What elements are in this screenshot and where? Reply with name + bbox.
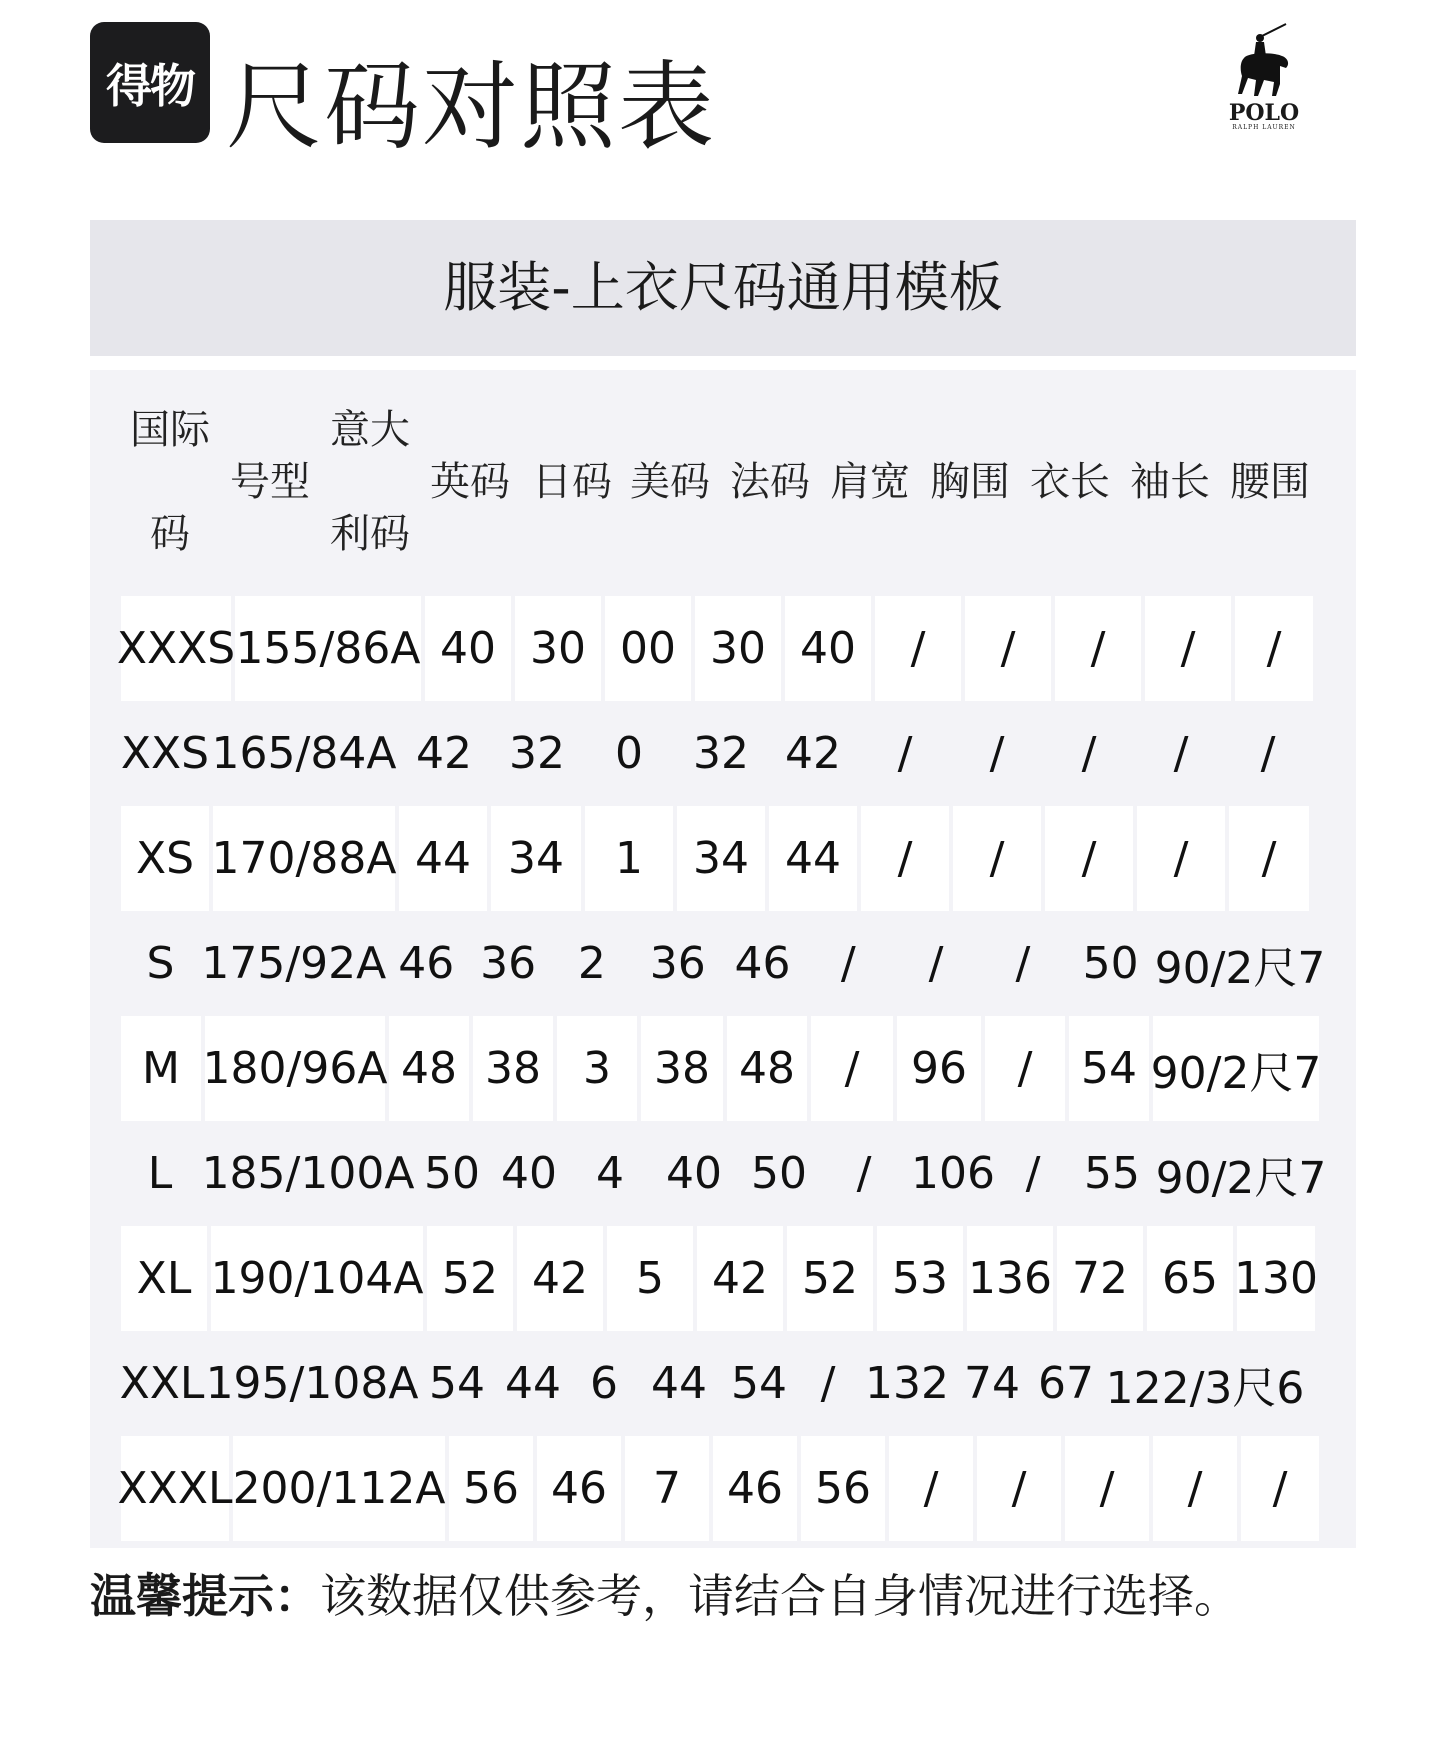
col-header-intl-line2: 码 xyxy=(150,511,190,557)
table-cell: 2 xyxy=(577,938,606,989)
table-cell: 190/104A xyxy=(211,1226,423,1331)
table-cell: 32 xyxy=(693,728,749,779)
col-header-uk: 英码 xyxy=(430,459,510,505)
col-header-intl-line1: 国际 xyxy=(130,407,210,453)
table-cell: / xyxy=(928,938,944,989)
table-cell: 96 xyxy=(897,1016,981,1121)
table-cell: / xyxy=(1229,806,1309,911)
table-cell: 0 xyxy=(615,728,643,779)
table-cell: 34 xyxy=(491,806,581,911)
section-title: 服装-上衣尺码通用模板 xyxy=(443,256,1003,319)
table-cell: 6 xyxy=(590,1358,618,1409)
table-cell: 30 xyxy=(695,596,781,701)
table-cell: / xyxy=(965,596,1051,701)
table-cell: 36 xyxy=(649,938,706,989)
table-cell: / xyxy=(953,806,1041,911)
table-cell: / xyxy=(1145,596,1231,701)
table-cell: / xyxy=(1235,596,1313,701)
table-cell: 50 xyxy=(424,1148,480,1199)
col-header-italy-line1: 意大 xyxy=(330,407,410,453)
table-cell: 56 xyxy=(801,1436,885,1541)
table-cell: 53 xyxy=(877,1226,963,1331)
table-cell: 52 xyxy=(427,1226,513,1331)
table-row xyxy=(121,911,1326,1016)
table-cell: 90/2尺7 xyxy=(1155,1152,1327,1204)
table-cell: / xyxy=(1025,1148,1041,1199)
table-cell: 54 xyxy=(1069,1016,1149,1121)
table-cell: L xyxy=(147,1148,173,1199)
col-header-shoulder: 肩宽 xyxy=(830,459,910,505)
table-cell: 7 xyxy=(625,1436,709,1541)
table-row xyxy=(121,1016,1323,1121)
col-header-jp: 日码 xyxy=(532,459,612,505)
table-cell: / xyxy=(985,1016,1065,1121)
table-cell: XXS xyxy=(120,728,210,779)
table-cell: 42 xyxy=(517,1226,603,1331)
table-cell: 90/2尺7 xyxy=(1154,942,1326,994)
table-cell: S xyxy=(146,938,175,989)
table-cell: 44 xyxy=(651,1358,707,1409)
table-cell: / xyxy=(1055,596,1141,701)
table-row xyxy=(117,1436,1323,1541)
table-row xyxy=(121,806,1323,911)
table-cell: / xyxy=(1241,1436,1319,1541)
table-cell: 48 xyxy=(727,1016,807,1121)
table-cell: 54 xyxy=(731,1358,787,1409)
table-cell: 67 xyxy=(1038,1358,1094,1409)
table-cell: 132 xyxy=(865,1358,949,1409)
table-cell: XL xyxy=(121,1226,207,1331)
col-header-waist: 腰围 xyxy=(1230,459,1310,505)
table-cell: 50 xyxy=(1082,938,1139,989)
table-cell: / xyxy=(1173,728,1189,779)
table-cell: 40 xyxy=(501,1148,557,1199)
polo-player-icon xyxy=(1234,22,1294,100)
table-cell: 52 xyxy=(787,1226,873,1331)
table-cell: 65 xyxy=(1147,1226,1233,1331)
col-header-size-type: 号型 xyxy=(230,459,310,505)
table-cell: M xyxy=(121,1016,201,1121)
col-header-chest: 胸围 xyxy=(930,459,1010,505)
table-cell: 195/108A xyxy=(205,1358,419,1409)
table-cell: 5 xyxy=(607,1226,693,1331)
table-cell: 3 xyxy=(557,1016,637,1121)
table-cell: 42 xyxy=(697,1226,783,1331)
table-cell: 42 xyxy=(416,728,472,779)
table-cell: / xyxy=(1137,806,1225,911)
tip-note xyxy=(90,1564,1240,1628)
table-row xyxy=(121,1121,1327,1226)
table-cell: XXXL xyxy=(121,1436,229,1541)
brand-subname: RALPH LAUREN xyxy=(1232,124,1296,131)
table-cell: 40 xyxy=(425,596,511,701)
table-cell: / xyxy=(1153,1436,1237,1541)
table-cell: 106 xyxy=(911,1148,995,1199)
table-cell: / xyxy=(977,1436,1061,1541)
table-cell: 74 xyxy=(964,1358,1020,1409)
section-header xyxy=(90,220,1356,356)
app-logo xyxy=(90,22,210,143)
table-row xyxy=(121,701,1323,806)
table-cell: / xyxy=(1065,1436,1149,1541)
table-cell: / xyxy=(1045,806,1133,911)
table-cell: 46 xyxy=(713,1436,797,1541)
table-cell: 185/100A xyxy=(201,1148,415,1199)
brand-name: POLO xyxy=(1228,100,1300,126)
tip-label: 温馨提示： xyxy=(90,1569,320,1623)
table-cell: 46 xyxy=(398,938,455,989)
table-cell: 44 xyxy=(505,1358,561,1409)
table-cell: 55 xyxy=(1084,1148,1140,1199)
table-cell: / xyxy=(1260,728,1276,779)
table-cell: 00 xyxy=(605,596,691,701)
table-cell: 130 xyxy=(1237,1226,1315,1331)
col-header-italy-line2: 利码 xyxy=(330,511,410,557)
table-row xyxy=(116,596,1323,701)
col-header-us: 美码 xyxy=(630,459,710,505)
table-cell: XS xyxy=(121,806,209,911)
table-cell: 56 xyxy=(449,1436,533,1541)
table-cell: 42 xyxy=(785,728,841,779)
table-cell: 155/86A xyxy=(235,596,421,701)
table-cell: 165/84A xyxy=(211,728,397,779)
table-cell: 46 xyxy=(734,938,791,989)
table-cell: / xyxy=(1081,728,1097,779)
table-cell: 40 xyxy=(666,1148,722,1199)
table-cell: 40 xyxy=(785,596,871,701)
table-cell: 44 xyxy=(399,806,487,911)
table-cell: 180/96A xyxy=(205,1016,385,1121)
table-cell: 170/88A xyxy=(213,806,395,911)
table-cell: XXXS xyxy=(121,596,231,701)
table-cell: / xyxy=(889,1436,973,1541)
table-cell: / xyxy=(875,596,961,701)
table-cell: 32 xyxy=(509,728,565,779)
table-cell: 38 xyxy=(473,1016,553,1121)
table-cell: 175/92A xyxy=(201,938,387,989)
table-row xyxy=(121,1226,1323,1331)
table-cell: / xyxy=(1015,938,1031,989)
table-cell: 46 xyxy=(537,1436,621,1541)
table-cell: 44 xyxy=(769,806,857,911)
table-cell: 122/3尺6 xyxy=(1105,1362,1305,1414)
tip-text: 该数据仅供参考，请结合自身情况进行选择。 xyxy=(320,1569,1240,1623)
col-header-fr: 法码 xyxy=(730,459,810,505)
table-cell: 200/112A xyxy=(233,1436,445,1541)
table-cell: / xyxy=(820,1358,836,1409)
table-cell: 4 xyxy=(596,1148,624,1199)
table-cell: XXL xyxy=(119,1358,205,1409)
table-cell: / xyxy=(856,1148,872,1199)
table-cell: 38 xyxy=(641,1016,723,1121)
table-cell: 1 xyxy=(585,806,673,911)
brand-logo xyxy=(1220,22,1308,146)
col-header-sleeve: 袖长 xyxy=(1130,459,1210,505)
page-title: 尺码对照表 xyxy=(226,51,716,163)
table-cell: 90/2尺7 xyxy=(1153,1016,1319,1121)
table-cell: 30 xyxy=(515,596,601,701)
table-cell: 36 xyxy=(480,938,537,989)
table-cell: / xyxy=(811,1016,893,1121)
table-cell: 72 xyxy=(1057,1226,1143,1331)
app-logo-text: 得物 xyxy=(106,58,194,113)
table-cell: 50 xyxy=(751,1148,807,1199)
table-cell: / xyxy=(840,938,856,989)
table-cell: / xyxy=(861,806,949,911)
table-cell: / xyxy=(989,728,1005,779)
table-cell: 54 xyxy=(429,1358,485,1409)
col-header-length: 衣长 xyxy=(1030,459,1110,505)
table-cell: 34 xyxy=(677,806,765,911)
table-cell: 136 xyxy=(967,1226,1053,1331)
table-cell: 48 xyxy=(389,1016,469,1121)
table-cell: / xyxy=(897,728,913,779)
table-row xyxy=(121,1331,1323,1436)
